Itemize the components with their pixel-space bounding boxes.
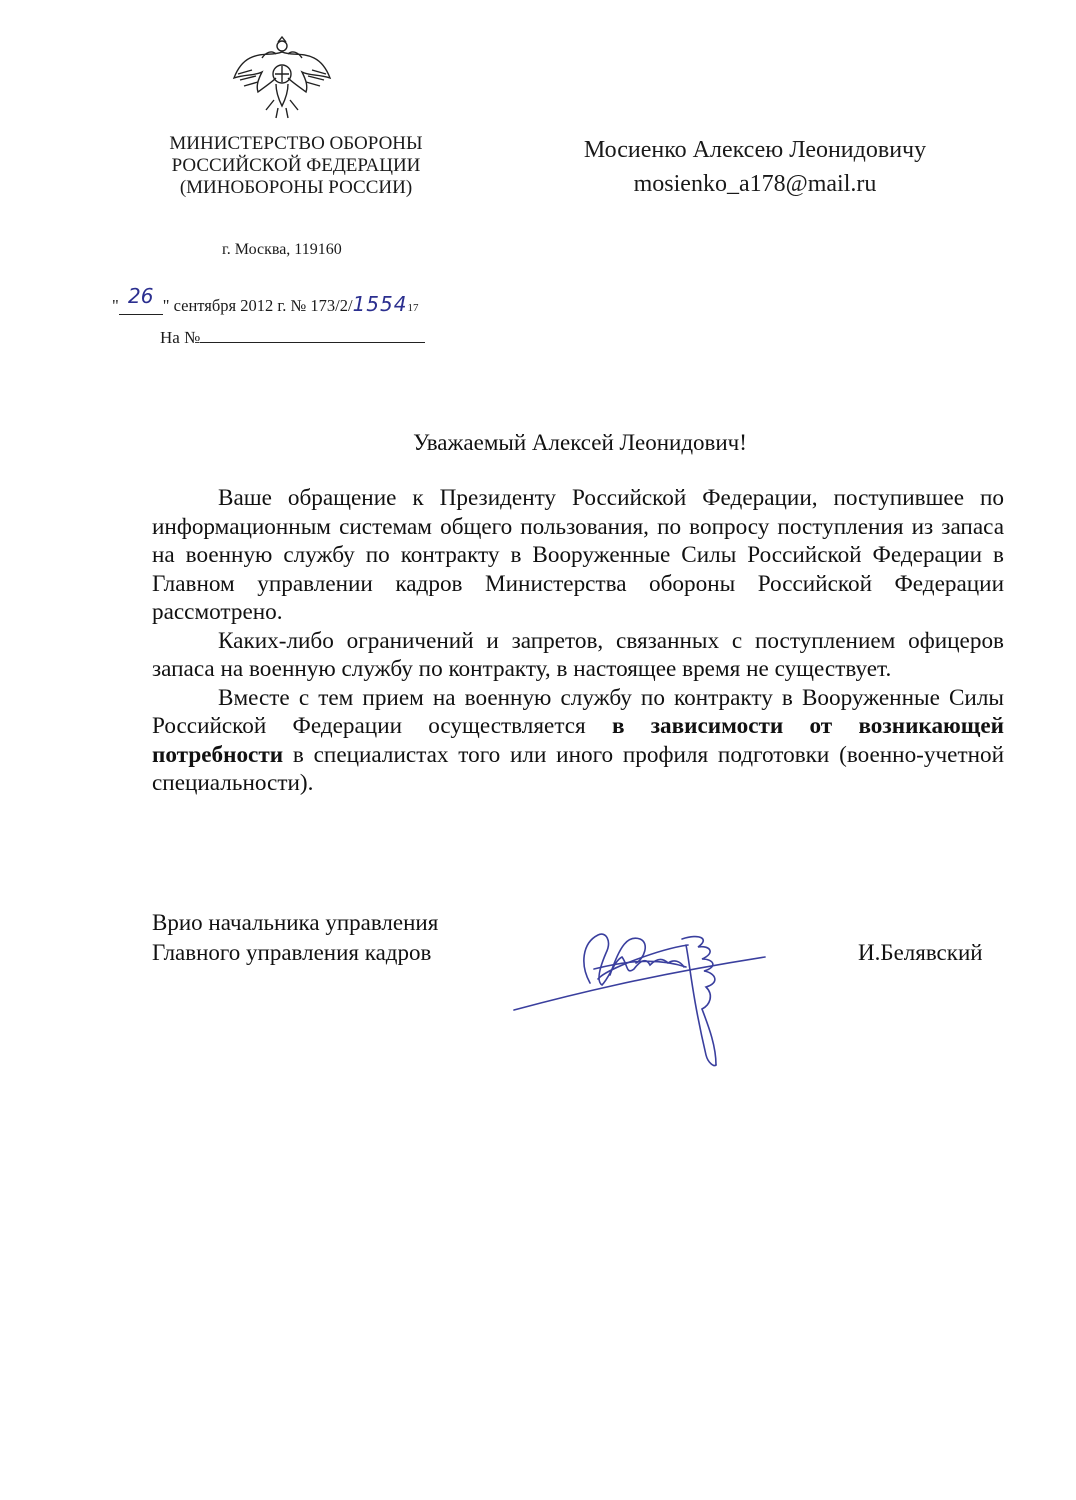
paragraph-3 [152,684,1004,798]
reference-line [160,328,425,348]
position-line-1: Врио начальника управления [152,910,439,935]
handwritten-day: 26 [128,284,154,308]
recipient-block [540,133,970,201]
signatory-name: И.Белявский [858,940,983,965]
reference-label: На № [160,328,201,347]
paragraph-3-emphasis: в зависимости от возникающей потребности [152,713,1004,768]
month-year-number: сентября 2012 г. № 173/2/ [173,296,353,315]
recipient-email: mosienko_a178@mail.ru [633,171,877,197]
org-line: РОССИЙСКОЙ ФЕДЕРАЦИИ [171,155,421,176]
double-headed-eagle-emblem-icon [232,34,332,124]
document-number-field [353,292,408,316]
reference-blank [200,328,425,343]
recipient-name: Мосиенко Алексею Леонидовичу [583,137,927,163]
position-line-2: Главного управления кадров [152,940,432,965]
paragraph-2: Каких-либо ограничений и запретов, связанных с поступлением офицеров запаса на военную службу по контракту, в настоящее время не существует. [152,627,1004,682]
handwritten-signature [510,905,780,1075]
org-line: МИНИСТЕРСТВО ОБОРОНЫ [169,133,423,154]
paragraph-3-start: Вместе с тем прием на военную службу по контракту в Вооруженные Силы Российской Федерации осуществляется [152,684,1004,739]
paragraph-1: Ваше обращение к Президенту Российской Федерации, поступившее по информационным системам общего пользования, по вопросу поступления из запаса на военную службу по контракту в Вооруженные Силы Российской Федерации в Главном управлении кадров Министерства обороны Российской Федерации рассмотрено. [152,485,1004,625]
organization-block [150,133,442,199]
number-suffix: 17 [407,302,419,314]
quote-open: " [112,296,119,315]
day-field [119,284,163,315]
org-line: (МИНОБОРОНЫ РОССИИ) [179,177,413,198]
signatory-position [152,908,438,968]
greeting: Уважаемый Алексей Леонидович! [413,430,747,455]
letter-body [152,484,1004,798]
handwritten-number: 1554 [352,292,408,316]
quote-close: " [162,296,170,315]
city-address: г. Москва, 119160 [222,241,342,258]
date-line [112,284,419,316]
paragraph-3-end: в специалистах того или иного профиля подготовки (военно-учетной специальности). [152,741,1004,796]
